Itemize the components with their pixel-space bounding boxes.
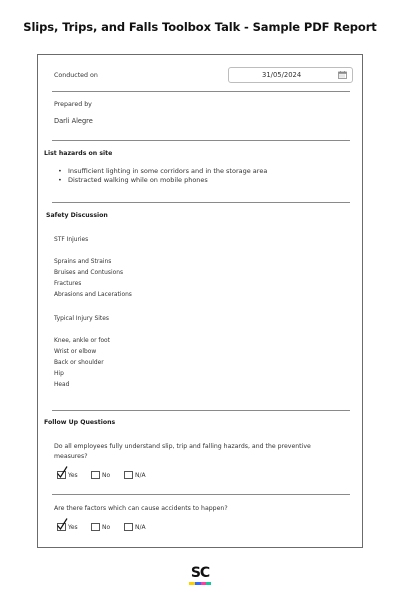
date-field[interactable] [228, 67, 353, 83]
logo-text: SC [190, 565, 210, 581]
list-item: Back or shoulder [54, 360, 104, 366]
list-item: Sprains and Strains [54, 259, 112, 265]
checkbox[interactable] [91, 523, 100, 531]
safety-discussion-heading: Safety Discussion [46, 212, 108, 219]
injuries-title: STF Injuries [54, 237, 89, 243]
follow-up-heading: Follow Up Questions [44, 419, 116, 426]
date-value: 31/05/2024 [262, 71, 302, 79]
option-label: Yes [68, 472, 78, 479]
list-item: • Insufficient lighting in some corridors and in the storage area [58, 167, 267, 176]
calendar-icon [338, 71, 347, 79]
hazards-heading: List hazards on site [44, 150, 113, 157]
checkbox[interactable] [124, 523, 133, 531]
divider [52, 494, 350, 495]
list-item: Abrasions and Lacerations [54, 292, 132, 298]
list-item: Fractures [54, 281, 82, 287]
divider [52, 91, 350, 92]
list-item: Hip [54, 371, 64, 377]
option-label: N/A [135, 472, 146, 479]
option-label: No [102, 524, 111, 531]
report-title: Slips, Trips, and Falls Toolbox Talk - Sample PDF Report [23, 20, 377, 34]
divider [52, 410, 350, 411]
question-2-text: Are there factors which can cause accidents to happen? [54, 505, 228, 512]
divider [52, 202, 350, 203]
divider [52, 140, 350, 141]
option-label: Yes [68, 524, 78, 531]
option-label: N/A [135, 524, 146, 531]
list-item: Wrist or elbow [54, 349, 97, 355]
report-card [37, 54, 363, 548]
list-item: Head [54, 382, 70, 388]
list-item: Bruises and Contusions [54, 270, 124, 276]
prepared-by-label: Prepared by [54, 101, 92, 108]
safetyculture-logo [186, 566, 214, 586]
prepared-by-value: Darli Alegre [54, 117, 93, 125]
checkbox[interactable] [91, 471, 100, 479]
checkmark-icon [56, 466, 68, 479]
question-1-text: Do all employees fully understand slip, trip and falling hazards, and the preventive measures? [54, 443, 311, 460]
hazards-list [58, 167, 267, 184]
list-item: • Distracted walking while on mobile phones [58, 176, 267, 185]
conducted-on-label: Conducted on [54, 72, 98, 79]
option-label: No [102, 472, 111, 479]
checkmark-icon [56, 518, 68, 531]
injury-sites-title: Typical Injury Sites [54, 316, 109, 322]
logo-bar-4 [206, 582, 211, 585]
checkbox[interactable] [124, 471, 133, 479]
list-item: Knee, ankle or foot [54, 338, 110, 344]
